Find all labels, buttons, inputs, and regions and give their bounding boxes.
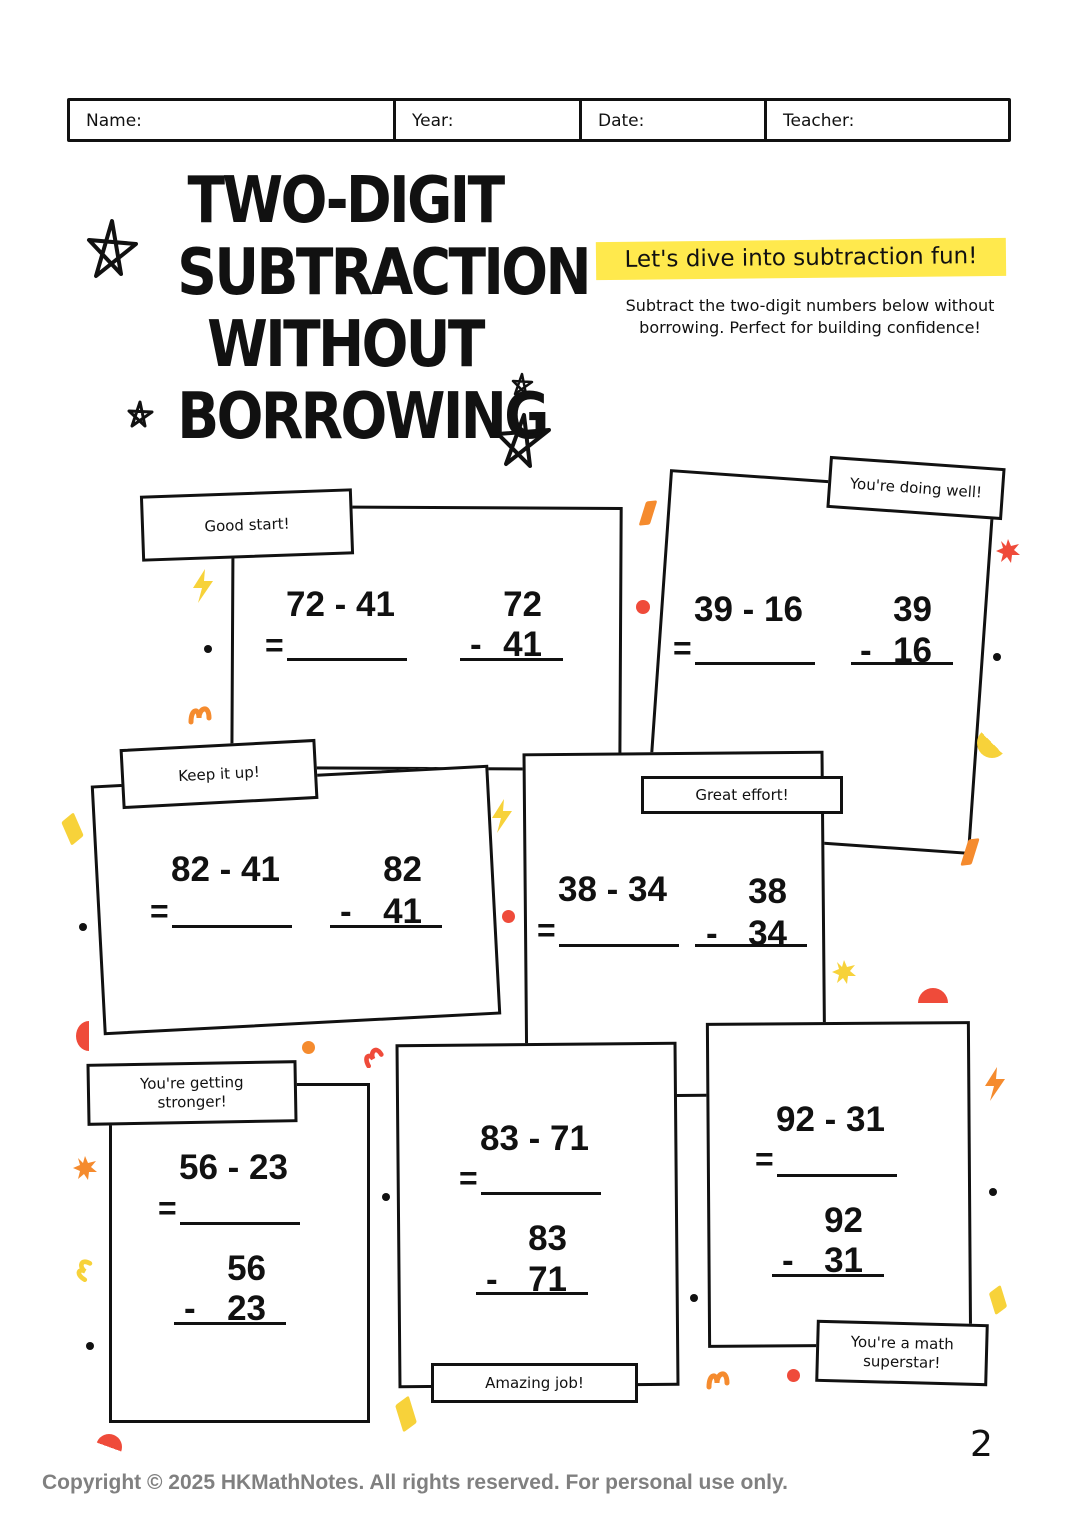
half-circle (76, 1021, 102, 1051)
lightning-icon (489, 798, 515, 834)
problem-card-6 (396, 1042, 680, 1388)
burst-icon (72, 1155, 98, 1181)
burst-icon (831, 959, 857, 985)
answer-blank[interactable] (172, 925, 292, 928)
star-icon (86, 218, 138, 280)
title-line: TWO-DIGIT (187, 164, 503, 238)
student-info-bar (67, 98, 1011, 142)
encouragement-tag: Keep it up! (120, 739, 319, 809)
vertical-bottom-number: 34 (748, 914, 787, 953)
encouragement-tag: Good start! (140, 488, 354, 561)
answer-blank[interactable] (481, 1192, 601, 1195)
horizontal-problem: 82 - 41 (171, 850, 280, 889)
equals-sign: = (459, 1160, 478, 1196)
minus-sign: - (340, 892, 352, 931)
horizontal-problem: 56 - 23 (179, 1148, 288, 1187)
year-label: Year: (412, 111, 454, 131)
intro-heading: Let's dive into subtraction fun! (624, 243, 978, 273)
minus-sign: - (860, 631, 872, 670)
star-icon (510, 372, 534, 396)
dot (86, 1342, 94, 1350)
teacher-field[interactable] (767, 101, 1008, 139)
dot (989, 1188, 997, 1196)
vertical-bottom-number: 16 (893, 631, 932, 670)
minus-sign: - (486, 1260, 498, 1299)
dot (204, 645, 212, 653)
dot (787, 1369, 800, 1382)
title-line: SUBTRACTION (177, 236, 589, 310)
page-number: 2 (970, 1424, 993, 1465)
horizontal-problem: 83 - 71 (480, 1119, 589, 1158)
title-line: WITHOUT (207, 308, 483, 382)
title-line: BORROWING (177, 380, 547, 454)
half-circle (96, 1434, 122, 1460)
name-label: Name: (86, 111, 142, 131)
equals-sign: = (755, 1141, 774, 1177)
answer-blank[interactable] (559, 944, 679, 947)
vertical-answer-line[interactable] (772, 1274, 884, 1277)
minus-sign: - (782, 1241, 794, 1280)
equals-sign: = (673, 630, 692, 666)
half-circle (918, 988, 948, 1018)
dot (302, 1041, 315, 1054)
answer-blank[interactable] (777, 1174, 897, 1177)
equals-sign: = (537, 912, 556, 948)
year-field[interactable] (396, 101, 582, 139)
horizontal-problem: 92 - 31 (776, 1100, 885, 1139)
horizontal-problem: 38 - 34 (558, 870, 667, 909)
encouragement-tag: Great effort! (641, 776, 843, 814)
horizontal-problem: 72 - 41 (286, 585, 395, 624)
leaf-shape (395, 1396, 417, 1433)
encouragement-tag: You're getting stronger! (86, 1060, 297, 1126)
dot (79, 923, 87, 931)
vertical-bottom-number: 41 (503, 625, 542, 664)
vertical-answer-line[interactable] (460, 658, 563, 661)
problem-card-7 (706, 1021, 972, 1348)
horizontal-problem: 39 - 16 (694, 590, 803, 629)
dot (636, 600, 650, 614)
leaf-shape (639, 500, 658, 525)
date-label: Date: (598, 111, 645, 131)
star-icon (494, 412, 552, 470)
name-field[interactable] (70, 101, 396, 139)
equals-sign: = (265, 627, 284, 663)
page-title (177, 164, 589, 454)
equals-sign: = (158, 1190, 177, 1226)
minus-sign: - (470, 625, 482, 664)
vertical-top-number: 38 (748, 872, 787, 911)
vertical-top-number: 56 (227, 1249, 266, 1288)
answer-blank[interactable] (695, 662, 815, 665)
vertical-answer-line[interactable] (174, 1322, 286, 1325)
equals-sign: = (150, 893, 169, 929)
vertical-bottom-number: 23 (227, 1289, 266, 1328)
vertical-bottom-number: 41 (383, 892, 422, 931)
dot (993, 653, 1001, 661)
answer-blank[interactable] (180, 1222, 300, 1225)
dot (382, 1193, 390, 1201)
leaf-shape (989, 1285, 1007, 1315)
vertical-bottom-number: 71 (528, 1260, 567, 1299)
dot (690, 1294, 698, 1302)
lightning-icon (982, 1066, 1008, 1102)
encouragement-tag: You're a math superstar! (815, 1320, 989, 1386)
vertical-top-number: 39 (893, 590, 932, 629)
squiggle-icon (705, 1363, 733, 1391)
vertical-answer-line[interactable] (695, 944, 807, 947)
encouragement-tag: Amazing job! (431, 1363, 638, 1403)
minus-sign: - (706, 914, 718, 953)
vertical-answer-line[interactable] (851, 662, 953, 665)
vertical-top-number: 92 (824, 1201, 863, 1240)
encouragement-tag: You're doing well! (826, 456, 1005, 520)
vertical-top-number: 83 (528, 1219, 567, 1258)
vertical-top-number: 72 (503, 585, 542, 624)
vertical-answer-line[interactable] (330, 925, 442, 928)
date-field[interactable] (582, 101, 767, 139)
burst-icon (995, 538, 1021, 564)
lightning-icon (190, 568, 216, 604)
intro-heading-highlight (596, 238, 1006, 280)
teacher-label: Teacher: (783, 111, 855, 131)
vertical-answer-line[interactable] (476, 1292, 588, 1295)
squiggle-icon (360, 1042, 386, 1068)
squiggle-icon (187, 698, 215, 726)
intro-text: Subtract the two-digit numbers below without borrowing. Perfect for building confidence! (625, 296, 995, 337)
squiggle-icon (70, 1254, 96, 1282)
leaf-shape (61, 812, 83, 846)
minus-sign: - (184, 1289, 196, 1328)
vertical-bottom-number: 31 (824, 1241, 863, 1280)
star-icon (126, 400, 154, 428)
copyright-notice: Copyright © 2025 HKMathNotes. All rights reserved. For personal use only. (42, 1471, 788, 1494)
half-circle (977, 728, 1007, 758)
vertical-top-number: 82 (383, 850, 422, 889)
answer-blank[interactable] (287, 658, 407, 661)
dot (502, 910, 515, 923)
